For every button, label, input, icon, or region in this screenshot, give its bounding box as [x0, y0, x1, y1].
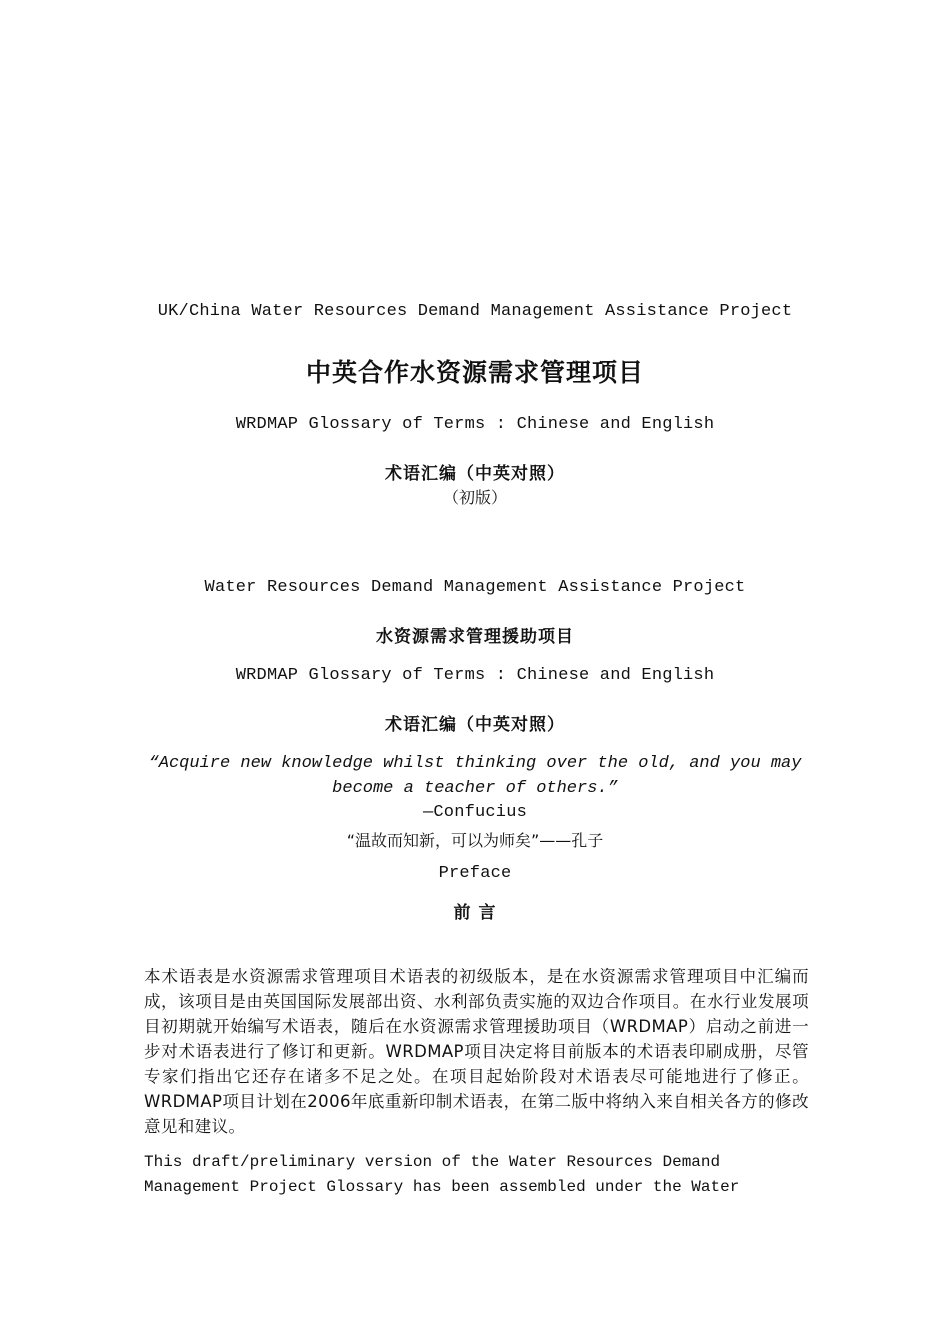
- quote-line-2: become a teacher of others.”: [332, 779, 618, 798]
- preface-heading-en: Preface: [438, 864, 512, 883]
- preface-body-cn: 本术语表是水资源需求管理项目术语表的初级版本，是在水资源需求管理项目中汇编而成，该项目是由英国国际发展部出资、水利部负责实施的双边合作项目。在水行业发展项目初期就开始编写术语表，随后在水资源需求管理援助项目（WRDMAP）启动之前进一步对术语表进行了修订和更新。WRDMAP项目决定将目前版本的术语表印刷成册，尽管专家们指出它还存在诸多不足之处。在项目起始阶段对术语表尽可能地进行了修正。WRDMAP项目计划在2006年底重新印制术语表，在第二版中将纳入来自相关各方的修改意见和建议。: [144, 967, 809, 1136]
- section-glossary-cn: 术语汇编（中英对照）: [385, 715, 565, 735]
- glossary-title-en: WRDMAP Glossary of Terms : Chinese and English: [235, 415, 715, 434]
- preface-body-en-line-2: Management Project Glossary has been assembled under the Water: [144, 1178, 740, 1196]
- section-glossary-en: WRDMAP Glossary of Terms : Chinese and English: [235, 666, 715, 685]
- preface-body-en-line-1: This draft/preliminary version of the Water Resources Demand: [144, 1153, 721, 1171]
- edition-label: （初版）: [442, 488, 507, 507]
- quote-author: —Confucius: [422, 803, 528, 822]
- preface-body-en: [144, 1150, 824, 1200]
- glossary-title-cn: 术语汇编（中英对照）: [385, 464, 565, 484]
- section-title-cn: 水资源需求管理援助项目: [376, 627, 574, 647]
- project-title-cn: 中英合作水资源需求管理项目: [305, 358, 644, 387]
- project-title-en: UK/China Water Resources Demand Management Assistance Project: [157, 302, 793, 321]
- quote-line-1: “Acquire new knowledge whilst thinking over the old, and you may: [148, 754, 802, 773]
- preface-heading-cn: 前 言: [453, 903, 497, 923]
- section-title-en: Water Resources Demand Management Assistance Project: [204, 578, 746, 597]
- quote-chinese: “温故而知新，可以为师矣”——孔子: [346, 831, 604, 850]
